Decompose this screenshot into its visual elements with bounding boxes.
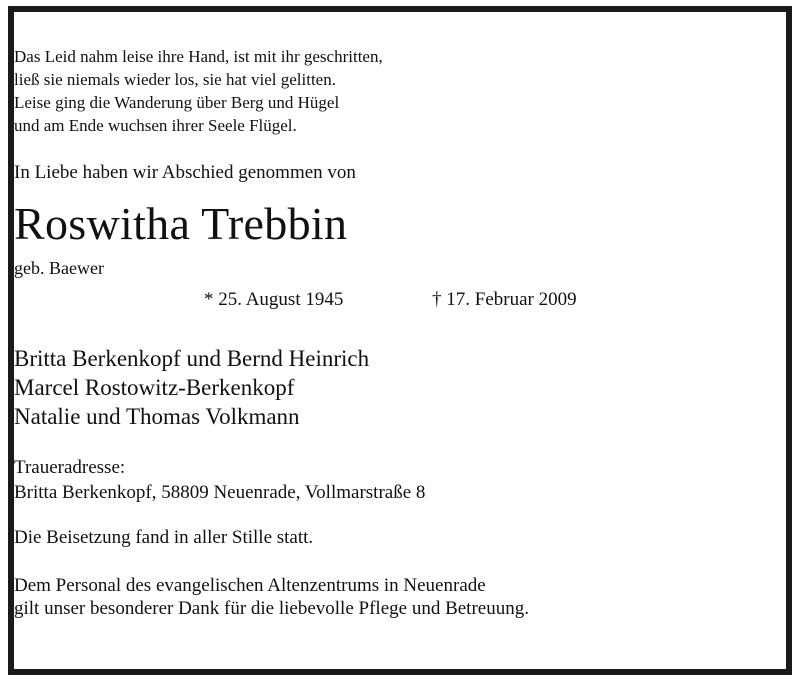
poem-line: Das Leid nahm leise ihre Hand, ist mit ihr geschritten,	[14, 47, 383, 66]
mourning-address-label: Traueradresse:	[14, 457, 126, 478]
deceased-name: Roswitha Trebbin	[14, 198, 348, 249]
intro-text: In Liebe haben wir Abschied genommen von	[14, 162, 356, 183]
family-member: Britta Berkenkopf und Bernd Heinrich	[14, 346, 370, 371]
thanks-line: Dem Personal des evangelischen Altenzentrums in Neuenrade	[14, 575, 486, 596]
poem-line: Leise ging die Wanderung über Berg und Hügel	[14, 93, 340, 112]
family-list	[14, 344, 786, 431]
mourning-address: Britta Berkenkopf, 58809 Neuenrade, Vollmarstraße 8	[14, 482, 426, 503]
poem-line: ließ sie niemals wieder los, sie hat viel gelitten.	[14, 70, 336, 89]
family-member: Marcel Rostowitz-Berkenkopf	[14, 375, 295, 400]
maiden-name: geb. Baewer	[14, 258, 104, 278]
thanks-note	[14, 574, 786, 620]
poem	[14, 45, 786, 137]
family-member: Natalie und Thomas Volkmann	[14, 404, 300, 429]
burial-note: Die Beisetzung fand in aller Stille statt.	[14, 527, 314, 548]
birth-date: * 25. August 1945	[204, 289, 344, 310]
obituary-frame	[8, 6, 792, 675]
poem-line: und am Ende wuchsen ihrer Seele Flügel.	[14, 116, 297, 135]
thanks-line: gilt unser besonderer Dank für die liebevolle Pflege und Betreuung.	[14, 598, 529, 619]
death-date: † 17. Februar 2009	[432, 289, 577, 310]
